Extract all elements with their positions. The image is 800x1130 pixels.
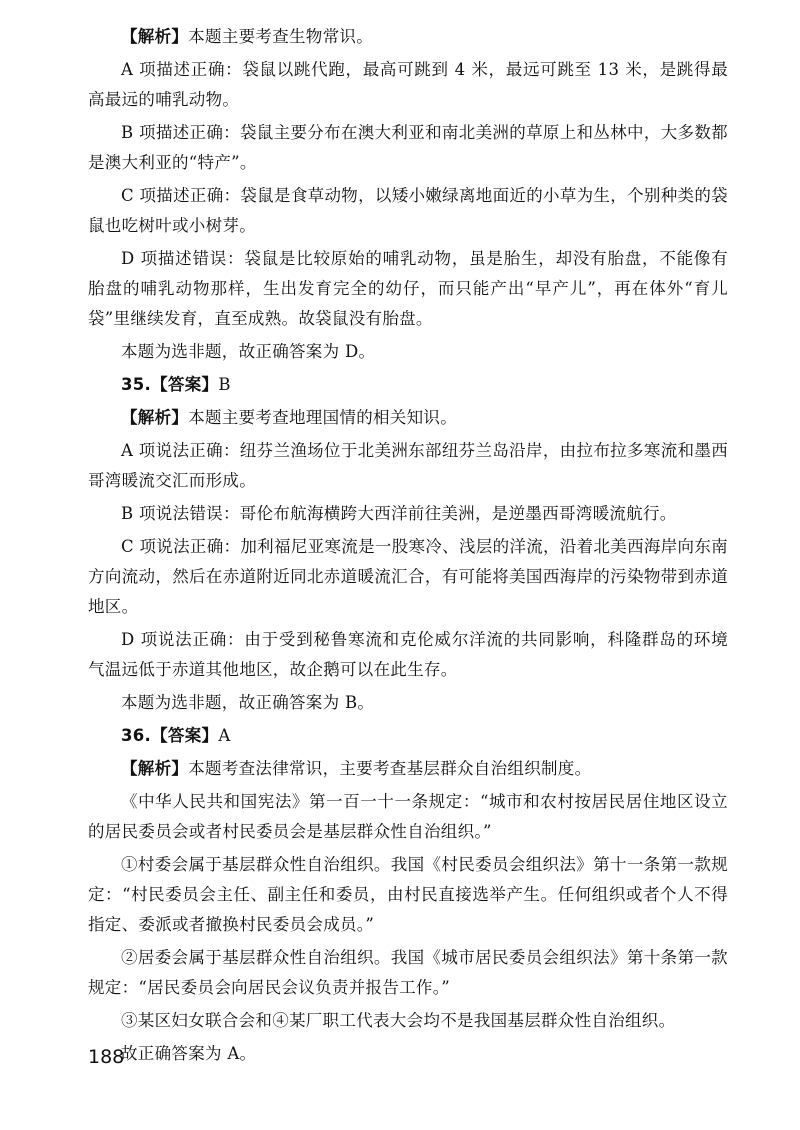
paragraph <box>88 244 728 334</box>
paragraph <box>88 181 728 241</box>
paragraph <box>88 688 728 718</box>
paragraph-text: D 项描述错误：袋鼠是比较原始的哺乳动物，虽是胎生，却没有胎盘，不能像有胎盘的哺乳动物那样，生出发育完全的幼仔，而只能产出“早产儿”，再在体外“育儿袋”里继续发育，直至成熟。故袋鼠没有胎盘。 <box>88 249 728 328</box>
paragraph <box>88 499 728 529</box>
paragraph <box>88 850 728 940</box>
paragraph-text: 本题考查法律常识，主要考查基层群众自治组织制度。 <box>188 759 592 778</box>
paragraph-tag: 36.【答案】 <box>121 726 219 745</box>
paragraph-tag: 【解析】 <box>121 27 189 46</box>
paragraph <box>88 532 728 622</box>
answer-heading <box>88 370 728 400</box>
paragraph <box>88 943 728 1003</box>
paragraph <box>88 787 728 847</box>
paragraph-text: D 项说法正确：由于受到秘鲁寒流和克伦威尔洋流的共同影响，科隆群岛的环境气温远低于赤道其他地区，故企鹅可以在此生存。 <box>88 630 728 679</box>
paragraph-text: 本题主要考查地理国情的相关知识。 <box>188 408 458 427</box>
paragraph <box>88 55 728 115</box>
paragraph-tag: 35.【答案】 <box>121 375 219 394</box>
paragraph-tag: 【解析】 <box>121 759 189 778</box>
answer-heading <box>88 721 728 751</box>
paragraph-text: 本题为选非题，故正确答案为 D。 <box>121 342 376 361</box>
paragraph <box>88 754 728 784</box>
paragraph-tag: 【解析】 <box>121 408 189 427</box>
paragraph-text: A 项说法正确：纽芬兰渔场位于北美洲东部纽芬兰岛沿岸，由拉布拉多寒流和墨西哥湾暖流交汇而形成。 <box>88 441 728 490</box>
paragraph-text: A 项描述正确：袋鼠以跳代跑，最高可跳到 4 米，最远可跳至 13 米，是跳得最高最远的哺乳动物。 <box>88 60 728 109</box>
paragraph <box>88 436 728 496</box>
paragraph-text: B 项说法错误：哥伦布航海横跨大西洋前往美洲，是逆墨西哥湾暖流航行。 <box>121 504 677 523</box>
paragraph <box>88 403 728 433</box>
paragraph-text: B <box>218 375 231 394</box>
paragraph-text: C 项描述正确：袋鼠是食草动物，以矮小嫩绿离地面近的小草为生，个别种类的袋鼠也吃树叶或小树芽。 <box>88 186 728 235</box>
paragraph-text: ②居委会属于基层群众性自治组织。我国《城市居民委员会组织法》第十条第一款规定：“居民委员会向居民会议负责并报告工作。” <box>88 948 728 997</box>
paragraph <box>88 337 728 367</box>
page-number: 188 <box>88 1046 125 1068</box>
paragraph <box>88 118 728 178</box>
paragraph-text: 《中华人民共和国宪法》第一百一十一条规定：“城市和农村按居民居住地区设立的居民委员会或者村民委员会是基层群众性自治组织。” <box>88 792 728 841</box>
paragraph-text: 本题主要考查生物常识。 <box>188 27 374 46</box>
paragraph-text: B 项描述正确：袋鼠主要分布在澳大利亚和南北美洲的草原上和丛林中，大多数都是澳大利亚的“特产”。 <box>88 123 728 172</box>
paragraph <box>88 22 728 52</box>
paragraph-text: 故正确答案为 A。 <box>121 1044 257 1063</box>
paragraph-text: 本题为选非题，故正确答案为 B。 <box>121 693 375 712</box>
paragraph-text: ①村委会属于基层群众性自治组织。我国《村民委员会组织法》第十一条第一款规定：“村民委员会主任、副主任和委员，由村民直接选举产生。任何组织或者个人不得指定、委派或者撤换村民委员会成员。” <box>88 855 728 934</box>
paragraph <box>88 1039 728 1069</box>
paragraph <box>88 1006 728 1036</box>
paragraph-text: C 项说法正确：加利福尼亚寒流是一股寒冷、浅层的洋流，沿着北美西海岸向东南方向流动，然后在赤道附近同北赤道暖流汇合，有可能将美国西海岸的污染物带到赤道地区。 <box>88 537 728 616</box>
paragraph-text: ③某区妇女联合会和④某厂职工代表大会均不是我国基层群众性自治组织。 <box>121 1011 676 1030</box>
document-body <box>88 22 728 1072</box>
paragraph <box>88 625 728 685</box>
paragraph-text: A <box>218 726 231 745</box>
